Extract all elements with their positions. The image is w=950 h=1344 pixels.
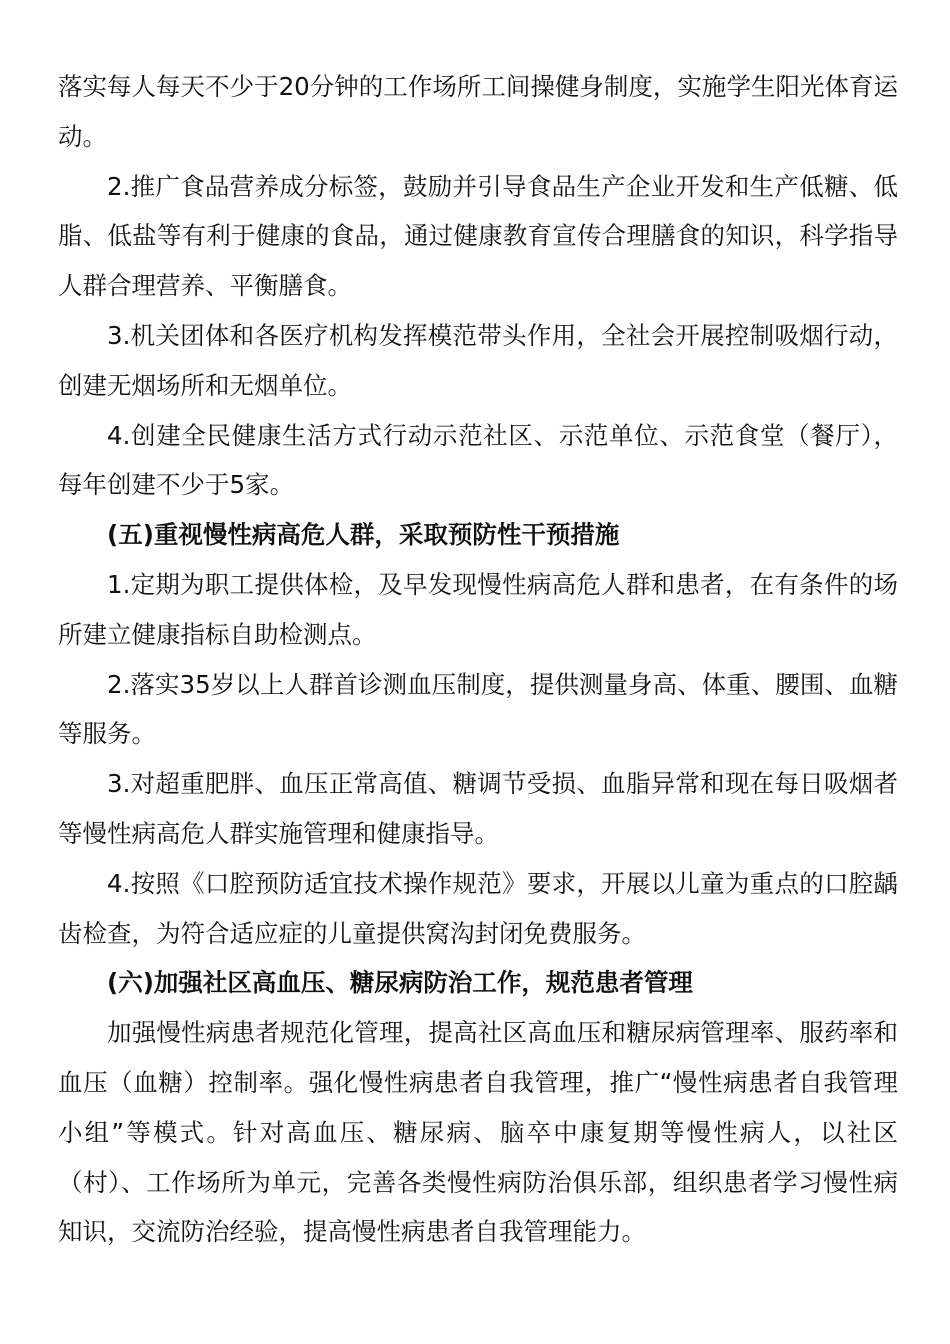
document-page <box>58 62 898 1257</box>
paragraph-management: 加强慢性病患者规范化管理，提高社区高血压和糖尿病管理率、服药率和血压（血糖）控制率。强化慢性病患者自我管理，推广“慢性病患者自我管理小组”等模式。针对高血压、糖尿病、脑卒中康复期等慢性病人，以社区（村）、工作场所为单元，完善各类慢性病防治俱乐部，组织患者学习慢性病知识，交流防治经验，提高慢性病患者自我管理能力。 <box>58 1018 898 1247</box>
paragraph-item-4-oral: 4.按照《口腔预防适宜技术操作规范》要求，开展以儿童为重点的口腔龋齿检查，为符合适应症的儿童提供窝沟封闭免费服务。 <box>58 868 898 948</box>
section-heading-5: (五)重视慢性病高危人群，采取预防性干预措施 <box>107 520 620 550</box>
paragraph-item-1-checkup: 1.定期为职工提供体检，及早发现慢性病高危人群和患者，在有条件的场所建立健康指标自助检测点。 <box>58 569 898 649</box>
paragraph-item-2-blood-pressure: 2.落实35岁以上人群首诊测血压制度，提供测量身高、体重、腰围、血糖等服务。 <box>58 669 898 749</box>
paragraph-item-3-high-risk: 3.对超重肥胖、血压正常高值、糖调节受损、血脂异常和现在每日吸烟者等慢性病高危人群实施管理和健康指导。 <box>58 769 898 848</box>
paragraph-item-3-smoking: 3.机关团体和各医疗机构发挥模范带头作用，全社会开展控制吸烟行动，创建无烟场所和无烟单位。 <box>58 320 898 400</box>
paragraph-item-2-nutrition: 2.推广食品营养成分标签，鼓励并引导食品生产企业开发和生产低糖、低脂、低盐等有利于健康的食品，通过健康教育宣传合理膳食的知识，科学指导人群合理营养、平衡膳食。 <box>58 171 898 301</box>
paragraph-item-4-demonstration: 4.创建全民健康生活方式行动示范社区、示范单位、示范食堂（餐厅），每年创建不少于5家。 <box>58 420 898 500</box>
section-heading-6: (六)加强社区高血压、糖尿病防治工作，规范患者管理 <box>107 968 693 998</box>
paragraph-continuation: 落实每人每天不少于20分钟的工作场所工间操健身制度，实施学生阳光体育运动。 <box>58 72 898 151</box>
